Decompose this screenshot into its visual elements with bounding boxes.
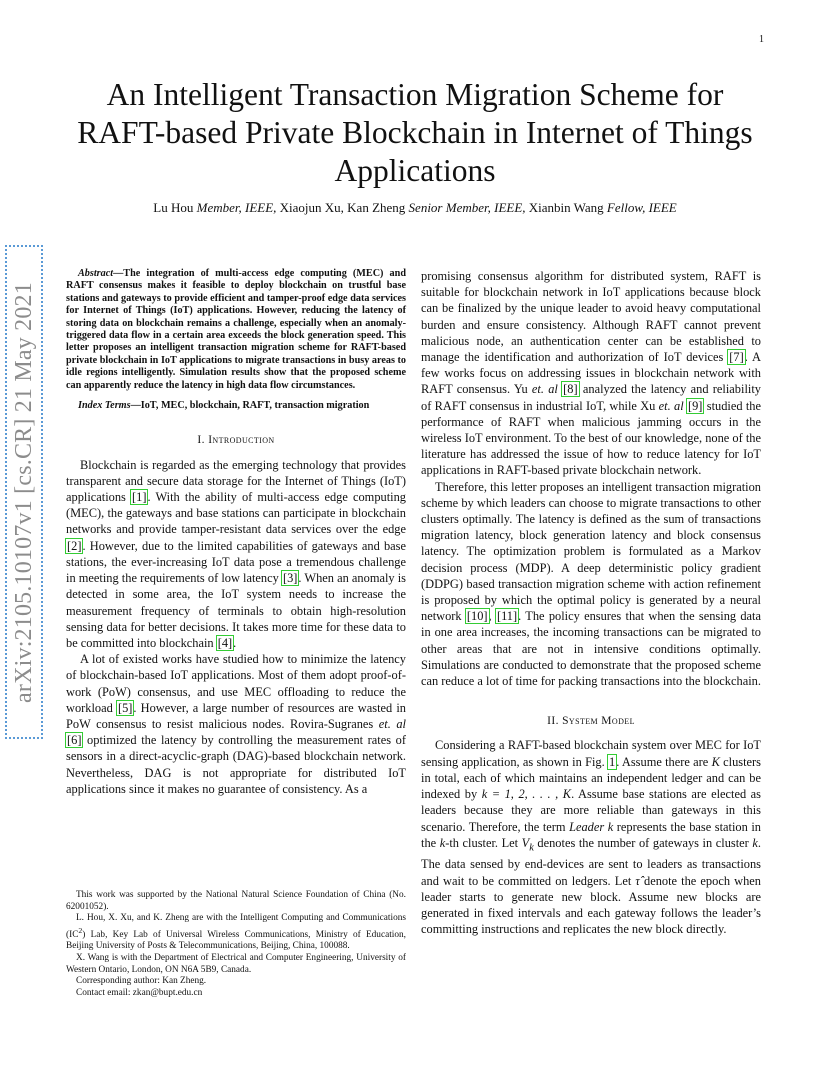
intro-paragraph-2: A lot of existed works have studied how to minimize the latency of blockchain-based IoT applications. Most of them adopt proof-of-work (PoW) consensus, and use MEC offloading to reduce the workload [5]. However, a large number of resources are wasted in PoW consensus to resist malicious nodes. Rovira-Sugranes et. al [6] optimized the latency by controlling the measurement rates of sensors in a direct-acyclic-graph (DAG)-based blockchain network. Nevertheless, DAG is not appropriate for distributed IoT applications since it makes no guarantee of consistency. As a <box>66 652 406 796</box>
system-model-paragraph-1: Considering a RAFT-based blockchain system over MEC for IoT sensing application, as shown in Fig. 1. Assume there are K clusters in total, each of which maintains an independent ledger and can be indexed by k = 1, 2, . . . , K. Assume base stations are elected as leaders because they are more reliable than gateways in this scenario. Therefore, the term Leader k represents the base station in the k-th cluster. Let $V_k$ denotes the number of gateways in cluster k. The data sensed by end-devices are sent to leaders as transactions and wait to be committed on ledgers. Let τ̂ denote the epoch when leader starts to generate new block. Assume new blocks are generated in fixed intervals and each gateway follows the leader’s committing instructions and replicates the new block directly. <box>421 738 762 937</box>
footnotes <box>66 890 406 999</box>
section-name: System Model <box>562 715 635 728</box>
section-name: Introduction <box>208 434 275 447</box>
citation-link[interactable]: [4] <box>217 635 233 650</box>
abstract-label: Abstract <box>78 268 114 279</box>
citation-link[interactable]: [10] <box>466 609 488 624</box>
citation-link[interactable]: [1] <box>132 490 147 505</box>
left-column <box>66 268 406 797</box>
citation-link[interactable]: [7] <box>729 350 744 365</box>
intro-paragraph-3: promising consensus algorithm for distributed system, RAFT is suitable for blockchain network in IoT applications because block can be finalized by the unique leader to avoid heavy computational burden and ensure consistency. Although RAFT cannot prevent malicious node, an authentication center can be established to manage the identification and authorization of IoT devices [7]. A few works focus on addressing issues in blockchain network with RAFT consensus. Yu et. al [8] analyzed the latency and reliability of RAFT consensus in industrial IoT, while Xu et. al [9] studied the performance of RAFT when malicious jamming occurs in the wireless IoT environment. To the best of our knowledge, none of the literature has addressed the issue of how to reduce latency for IoT applications in RAFT-based private blockchain network. <box>421 269 761 478</box>
citation-link[interactable]: [8] <box>563 382 578 397</box>
author-1: Lu Hou <box>153 200 194 215</box>
footnote-corresponding-author: Corresponding author: Kan Zheng. <box>76 976 207 987</box>
author-3: Kan Zheng <box>347 200 406 215</box>
intro-paragraph-1: Blockchain is regarded as the emerging technology that provides transparent and secure data storage for the Internet of Things (IoT) applications [1]. With the ability of multi-access edge computing (MEC), the gateways and base stations can participate in blockchain networks and provide tamper-resistant data services over the edge [2]. However, due to the limited capabilities of gateways and base stations, the ever-increasing IoT data pose a tremendous challenge in meeting the requirements of low latency [3]. When an anomaly is detected in some area, the IoT system needs to increase the measurement frequency of terminals to obtain high-resolution sensing data for better decisions. It takes more time for these data to be committed into blockchain [4]. <box>66 457 406 650</box>
paper-title: An Intelligent Transaction Migration Scheme for RAFT-based Private Blockchain in Internet of Things Applications <box>77 77 753 188</box>
citation-link[interactable]: [2] <box>67 538 82 553</box>
citation-link[interactable]: [3] <box>282 571 298 586</box>
section-heading-system-model <box>421 713 761 729</box>
figure-link[interactable]: 1 <box>609 754 616 769</box>
index-terms-text: —IoT, MEC, blockchain, RAFT, transaction migration <box>130 400 370 412</box>
author-2: Xiaojun Xu, <box>279 200 344 215</box>
right-column <box>421 268 761 937</box>
page-number: 1 <box>759 34 764 45</box>
section-number: II. <box>547 715 559 728</box>
author-line <box>60 200 770 216</box>
arxiv-identifier-text: arXiv:2105.10107v1 [cs.CR] 21 May 2021 <box>10 281 37 703</box>
arxiv-identifier-stamp[interactable] <box>4 244 44 740</box>
author-4: Xianbin Wang <box>528 200 604 215</box>
citation-link[interactable]: [11] <box>496 609 518 624</box>
citation-link[interactable]: [9] <box>687 398 703 413</box>
footnote-affiliation-1: L. Hou, X. Xu, and K. Zheng are with the Intelligent Computing and Communications $(IC^2)$ Lab, Key Lab of Universal Wireless Communications, Ministry of Education, Beijing University of Posts & Telecommunications, Beijing, China, 100088. <box>66 913 406 952</box>
section-number: I. <box>197 434 205 447</box>
footnote-affiliation-2: X. Wang is with the Department of Electrical and Computer Engineering, University of Western Ontario, London, ON N6A 5B9, Canada. <box>66 953 406 975</box>
citation-link[interactable]: [6] <box>67 733 82 748</box>
intro-paragraph-4: Therefore, this letter proposes an intelligent transaction migration scheme by which leaders can choose to migrate transactions to other clusters optimally. The latency is defined as the sum of transactions migration latency, block generation latency and block consensus latency. The optimization problem is formulated as a Markov decision process (MDP). A deep deterministic policy gradient (DDPG) based transaction migration scheme with action refinement is proposed by which the optimal policy is generated by a neural network [10], [11]. The policy ensures that when the sensing data in one area increases, the incoming transactions can be migrated to other areas that are not in intensive conditions optimally. Simulations are conducted to demonstrate that the proposed scheme can reduce a lot of time for packing transactions into the blockchain. <box>421 479 762 689</box>
footnote-funding: This work was supported by the National Natural Science Foundation of China (No. 62001052). <box>66 890 406 912</box>
section-heading-introduction <box>66 432 406 448</box>
citation-link[interactable]: [5] <box>117 700 133 715</box>
index-terms <box>66 400 406 412</box>
abstract-text: —The integration of multi-access edge computing (MEC) and RAFT consensus makes it feasible to deploy blockchain on trustful base stations and gateways to provide efficient and tamper-proof edge data services for Internet of Things (IoT) applications. However, reducing the latency of storing data on blockchain remains a challenge, especially when an anomaly-triggered data flow in a certain area exceeds the block generation speed. This letter proposes an intelligent transaction migration scheme for RAFT-based private blockchain in IoT applications to migrate transactions in busy areas to idle regions intelligently. Simulation results show that the proposed scheme can apparently reduce the latency in high data flow circumstances. <box>66 268 406 391</box>
author-1-role: Member, IEEE, <box>196 200 277 215</box>
footnote-contact-email[interactable]: Contact email: zkan@bupt.edu.cn <box>76 987 203 998</box>
author-3-role: Senior Member, IEEE, <box>408 200 526 215</box>
index-terms-label: Index Terms <box>78 400 131 412</box>
abstract <box>66 268 406 392</box>
author-4-role: Fellow, IEEE <box>606 200 677 215</box>
